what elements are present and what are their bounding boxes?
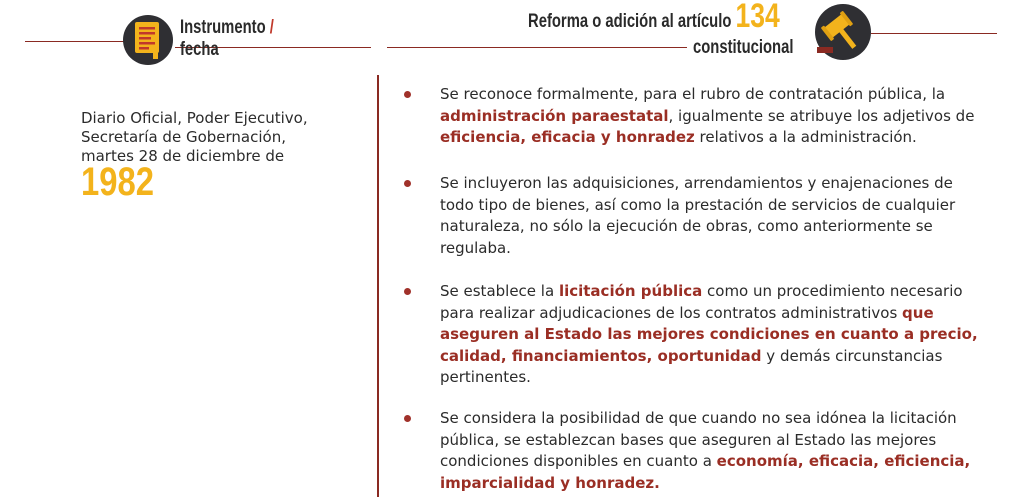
list-item-highlight: eficiencia, eficacia y honradez bbox=[440, 128, 695, 146]
instrument-header-line2: fecha bbox=[180, 39, 219, 60]
gavel-icon bbox=[815, 4, 871, 60]
list-item-highlight: licitación pública bbox=[558, 282, 703, 300]
list-item-text: , igualmente se atribuye los adjetivos de bbox=[668, 106, 975, 125]
list-item-highlight: economía, eficacia, eficiencia, imparcialidad y honradez. bbox=[440, 452, 971, 492]
reform-header-line2: constitucional bbox=[693, 37, 794, 58]
instrument-line2: Secretaría de Gobernación, bbox=[81, 128, 286, 146]
article-number: 134 bbox=[735, 0, 780, 35]
list-item-text: como un procedimiento necesario para realizar adjudicaciones de los contratos administrativos bbox=[440, 282, 963, 322]
list-item-text: Se incluyeron las adquisiciones, arrendamientos y enajenaciones de todo tipo de bienes, así como la prestación de servicios de cualquier naturaleza, no sólo la ejecución de obras, como anteriormente se regulaba. bbox=[440, 174, 956, 257]
bullet-icon bbox=[404, 180, 411, 187]
instrument-description bbox=[81, 109, 326, 166]
list-item-text: y demás circunstancias pertinentes. bbox=[440, 346, 943, 386]
instrument-header bbox=[180, 17, 274, 61]
right-header-rule-right bbox=[871, 33, 997, 34]
list-item-text: Se reconoce formalmente, para el rubro de contratación pública, la bbox=[440, 85, 946, 103]
bullet-icon bbox=[404, 91, 411, 98]
list-item-text: Se establece la bbox=[440, 282, 559, 300]
instrument-line3: martes 28 de diciembre de bbox=[81, 147, 285, 165]
bullet-icon bbox=[404, 288, 411, 295]
left-header-rule bbox=[25, 41, 125, 42]
list-item-highlight: que aseguren al Estado las mejores condiciones en cuanto a precio, calidad, financiamientos, oportunidad bbox=[440, 303, 978, 365]
reform-header-line1 bbox=[528, 0, 780, 35]
reform-header-text: Reforma o adición al artículo bbox=[528, 11, 732, 32]
list-item-2 bbox=[440, 173, 985, 259]
list-item-1 bbox=[440, 84, 985, 149]
list-item-highlight: administración paraestatal bbox=[440, 106, 669, 125]
list-item-4 bbox=[440, 408, 985, 494]
list-item-text: Se considera la posibilidad de que cuando no sea idónea la licitación pública, se establezcan bases que aseguren al Estado las mejores condiciones disponibles en cuanto a bbox=[440, 409, 957, 470]
header-slash: / bbox=[269, 17, 274, 38]
instrument-year: 1982 bbox=[81, 160, 154, 204]
list-item-3 bbox=[440, 281, 985, 389]
instrument-header-line1: Instrumento bbox=[180, 17, 266, 38]
document-icon bbox=[123, 15, 173, 65]
instrument-line1: Diario Oficial, Poder Ejecutivo, bbox=[81, 109, 308, 127]
right-header-rule-left bbox=[387, 47, 687, 48]
column-divider bbox=[377, 75, 379, 497]
list-item-text: relativos a la administración. bbox=[694, 128, 917, 146]
bullet-icon bbox=[404, 415, 411, 422]
